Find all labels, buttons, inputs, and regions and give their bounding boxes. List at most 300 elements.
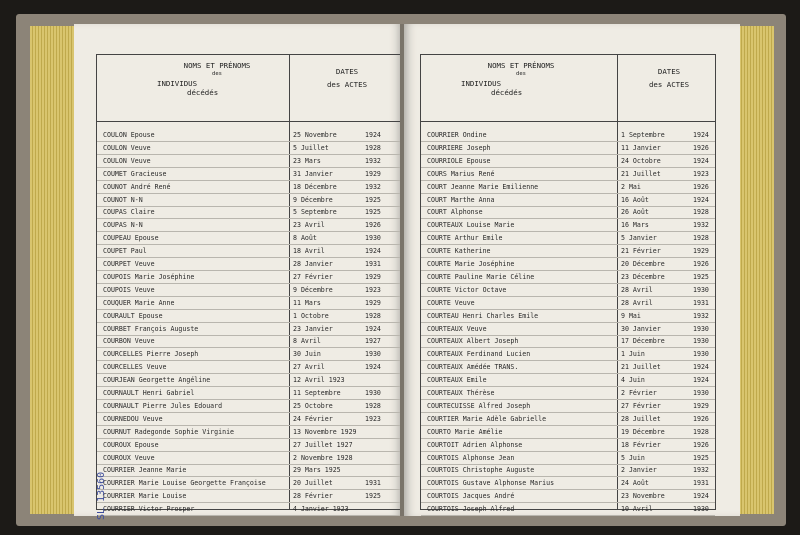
act-year: 1928 (365, 401, 381, 410)
act-year: 1928 (365, 143, 381, 152)
act-date: 11 Mars (293, 298, 321, 307)
act-date: 31 Janvier (293, 169, 333, 178)
register-row (97, 131, 401, 140)
register-row (97, 260, 401, 269)
row-rule (421, 476, 715, 477)
row-rule (97, 206, 401, 207)
act-year: 1928 (693, 208, 709, 217)
deceased-name: COURTE Arthur Emile (427, 234, 503, 243)
deceased-name: COUPAS N-N (103, 221, 143, 230)
act-year: 1932 (693, 311, 709, 320)
row-rule (421, 399, 715, 400)
register-row (97, 389, 401, 398)
act-year: 1923 (365, 414, 381, 423)
deceased-name: COUPOIS Veuve (103, 285, 155, 294)
deceased-name: COURNAULT Pierre Jules Edouard (103, 401, 223, 410)
row-rule (421, 347, 715, 348)
act-date: 16 Août (621, 195, 649, 204)
act-year: 1926 (365, 221, 381, 230)
row-rule (97, 296, 401, 297)
deceased-name: COURCELLES Veuve (103, 363, 167, 372)
row-rule (421, 438, 715, 439)
act-year: 1923 (693, 169, 709, 178)
act-year: 1924 (693, 376, 709, 385)
register-row (97, 441, 401, 450)
act-year: 1926 (693, 182, 709, 191)
act-year: 1926 (693, 414, 709, 423)
header-noms: NOMS ET PRÉNOMS (183, 61, 251, 70)
row-rule (97, 322, 401, 323)
register-row (97, 454, 401, 463)
act-date: 28 Avril (621, 285, 653, 294)
act-year: 1924 (365, 363, 381, 372)
deceased-name: COURT Alphonse (427, 208, 483, 217)
register-row (97, 144, 401, 153)
act-year: 1924 (693, 131, 709, 139)
register-row (421, 131, 715, 140)
row-rule (421, 218, 715, 219)
act-date: 9 Mai (621, 311, 641, 320)
names-column-header (157, 61, 277, 97)
act-date: 2 Février (621, 389, 657, 397)
register-row (421, 221, 715, 230)
register-row (97, 234, 401, 243)
row-rule (421, 464, 715, 465)
register-row (97, 196, 401, 205)
register-row (97, 350, 401, 359)
act-date: 23 Décembre (621, 272, 665, 281)
row-rule (97, 283, 401, 284)
deceased-name: COUROUX Epouse (103, 440, 159, 449)
act-date: 12 Avril 1923 (293, 376, 345, 385)
act-year: 1923 (365, 285, 381, 294)
act-year: 1927 (365, 337, 381, 346)
row-rule (421, 515, 715, 516)
header-individus: INDIVIDUS (461, 79, 502, 88)
deceased-name: COURT Jeanne Marie Emilienne (427, 182, 539, 191)
act-date: 2 Novembre 1928 (293, 453, 353, 462)
act-date: 13 Novembre 1929 (293, 427, 357, 436)
deceased-name: COURJEAN Georgette Angéline (103, 376, 211, 385)
dates-column-header (621, 67, 717, 89)
act-year: 1928 (365, 311, 381, 320)
deceased-name: COUPOIS Marie Joséphine (103, 272, 195, 281)
deceased-name: COURRIOLE Epouse (427, 156, 491, 165)
row-rule (421, 425, 715, 426)
row-rule (421, 154, 715, 155)
act-date: 1 Septembre (621, 131, 665, 139)
act-year: 1931 (693, 479, 709, 488)
register-row (421, 428, 715, 437)
act-year: 1930 (693, 337, 709, 346)
register-row (421, 157, 715, 166)
row-rule (97, 347, 401, 348)
deceased-name: COURAULT Epouse (103, 311, 163, 320)
register-row (97, 157, 401, 166)
names-column-header (461, 61, 581, 97)
act-year: 1930 (693, 285, 709, 294)
act-year: 1926 (693, 260, 709, 268)
row-rule (421, 502, 715, 503)
row-rule (97, 373, 401, 374)
deceased-name: COURTECUISSE Alfred Joseph (427, 401, 531, 410)
row-rule (421, 180, 715, 181)
row-rule (97, 309, 401, 310)
row-rule (421, 296, 715, 297)
deceased-name: COURTE Katherine (427, 247, 491, 256)
row-rule (97, 412, 401, 413)
register-row (421, 376, 715, 385)
deceased-name: COURTOIS Gustave Alphonse Marius (427, 479, 555, 488)
act-date: 21 Février (621, 247, 661, 256)
act-year: 1930 (365, 234, 381, 243)
deceased-name: COURRIER Jeanne Marie (103, 466, 187, 475)
deceased-name: COURRIER Marie Louise Georgette Françoise (103, 479, 266, 488)
deceased-name: COURPET Veuve (103, 260, 155, 268)
deceased-name: COULON Veuve (103, 156, 151, 165)
act-date: 28 Avril (621, 298, 653, 307)
act-year: 1925 (693, 453, 709, 462)
register-row (421, 286, 715, 295)
deceased-name: COUPEAU Epouse (103, 234, 159, 243)
act-date: 11 Janvier (621, 143, 661, 152)
header-noms: NOMS ET PRÉNOMS (487, 61, 555, 70)
deceased-name: COURNEDOU Veuve (103, 414, 163, 423)
deceased-name: COUMET Gracieuse (103, 169, 167, 178)
row-rule (97, 386, 401, 387)
register-row (421, 337, 715, 346)
row-rule (421, 167, 715, 168)
act-year: 1932 (693, 466, 709, 475)
act-year: 1924 (693, 156, 709, 165)
act-date: 28 Juillet (621, 414, 661, 423)
deceased-name: COURTIER Marie Adèle Gabrielle (427, 414, 547, 423)
left-register-table (96, 54, 402, 514)
deceased-name: COURCELLES Pierre Joseph (103, 350, 199, 359)
deceased-name: COURTEAUX Thérèse (427, 389, 495, 397)
register-row (421, 389, 715, 398)
row-rule (97, 257, 401, 258)
act-date: 4 Juin (621, 376, 645, 385)
deceased-name: COURS Marius René (427, 169, 495, 178)
act-year: 1931 (365, 479, 381, 488)
row-rule (97, 218, 401, 219)
act-date: 1 Octobre (293, 311, 329, 320)
register-row (421, 273, 715, 282)
register-row (97, 325, 401, 334)
act-date: 24 Octobre (621, 156, 661, 165)
call-number-text: SL 13560 (96, 471, 107, 520)
deceased-name: COULON Epouse (103, 131, 155, 139)
row-rule (421, 360, 715, 361)
register-row (421, 208, 715, 217)
act-date: 26 Août (621, 208, 649, 217)
row-rule (97, 438, 401, 439)
act-date: 17 Décembre (621, 337, 665, 346)
act-date: 27 Février (621, 401, 661, 410)
deceased-name: COURTE Marie Joséphine (427, 260, 515, 268)
register-row (421, 170, 715, 179)
header-des-actes: des ACTES (648, 80, 690, 89)
row-rule (97, 464, 401, 465)
register-row (97, 337, 401, 346)
header-des: des (516, 71, 526, 77)
deceased-name: COURBET François Auguste (103, 324, 199, 333)
act-date: 8 Avril (293, 337, 321, 346)
act-date: 20 Juillet (293, 479, 333, 488)
deceased-name: COURTOIS Jacques André (427, 492, 515, 501)
register-row (97, 505, 401, 514)
act-date: 30 Juin (293, 350, 321, 359)
act-date: 24 Février (293, 414, 333, 423)
act-date: 16 Mars (621, 221, 649, 230)
row-rule (421, 141, 715, 142)
deceased-name: COURTEAU Henri Charles Emile (427, 311, 539, 320)
deceased-name: COURTEAUX Amédée TRANS. (427, 363, 519, 372)
deceased-name: COURTEAUX Veuve (427, 324, 487, 333)
act-date: 2 Janvier (621, 466, 657, 475)
register-row (97, 208, 401, 217)
deceased-name: COUPET Paul (103, 247, 147, 256)
page-edges-right (738, 26, 774, 514)
act-year: 1929 (693, 401, 709, 410)
register-row (421, 441, 715, 450)
act-year: 1925 (365, 195, 381, 204)
register-row (421, 299, 715, 308)
act-date: 30 Janvier (621, 324, 661, 333)
row-rule (97, 360, 401, 361)
register-row (97, 492, 401, 501)
register-row (97, 221, 401, 230)
act-year: 1930 (365, 350, 381, 359)
register-row (97, 183, 401, 192)
row-rule (97, 476, 401, 477)
act-year: 1931 (365, 260, 381, 268)
row-rule (421, 451, 715, 452)
row-rule (421, 231, 715, 232)
register-row (97, 363, 401, 372)
register-row (97, 376, 401, 385)
register-row (421, 363, 715, 372)
register-row (97, 286, 401, 295)
row-rule (421, 193, 715, 194)
register-row (97, 312, 401, 321)
deceased-name: COURTOIT Adrien Alphonse (427, 440, 523, 449)
act-year: 1932 (365, 156, 381, 165)
deceased-name: COURTE Pauline Marie Céline (427, 272, 535, 281)
act-year: 1930 (693, 324, 709, 333)
row-rule (421, 270, 715, 271)
act-year: 1925 (365, 492, 381, 501)
deceased-name: COUNOT N-N (103, 195, 143, 204)
register-row (421, 466, 715, 475)
row-rule (421, 309, 715, 310)
register-row (97, 466, 401, 475)
act-date: 10 Avril (621, 505, 653, 514)
act-date: 21 Juillet (621, 363, 661, 372)
register-row (97, 428, 401, 437)
header-des-actes: des ACTES (326, 80, 368, 89)
act-year: 1924 (693, 195, 709, 204)
deceased-name: COURTOIS Christophe Auguste (427, 466, 535, 475)
register-row (421, 350, 715, 359)
header-rule (421, 121, 715, 122)
row-rule (97, 141, 401, 142)
row-rule (421, 386, 715, 387)
row-rule (97, 167, 401, 168)
act-date: 23 Mars (293, 156, 321, 165)
register-row (421, 402, 715, 411)
act-date: 29 Mars 1925 (293, 466, 341, 475)
header-individus: INDIVIDUS (157, 79, 198, 88)
act-year: 1925 (365, 208, 381, 217)
page-edges-left (30, 26, 78, 514)
deceased-name: COURTEAUX Emile (427, 376, 487, 385)
act-date: 25 Novembre (293, 131, 337, 139)
deceased-name: COURTE Veuve (427, 298, 475, 307)
act-year: 1928 (693, 234, 709, 243)
act-date: 5 Septembre (293, 208, 337, 217)
deceased-name: COUPAS Claire (103, 208, 155, 217)
act-date: 8 Août (293, 234, 317, 243)
row-rule (421, 322, 715, 323)
deceased-name: COUROUX Veuve (103, 453, 155, 462)
register-row (421, 234, 715, 243)
act-date: 23 Novembre (621, 492, 665, 501)
deceased-name: COURNUT Radegonde Sophie Virginie (103, 427, 235, 436)
act-date: 19 Décembre (621, 427, 665, 436)
deceased-name: COURTEAUX Ferdinand Lucien (427, 350, 531, 359)
act-year: 1929 (365, 298, 381, 307)
register-row (421, 260, 715, 269)
act-year: 1930 (693, 350, 709, 359)
deceased-name: COURNAULT Henri Gabriel (103, 389, 195, 397)
act-year: 1925 (693, 272, 709, 281)
row-rule (97, 231, 401, 232)
act-date: 18 Décembre (293, 182, 337, 191)
act-year: 1926 (693, 440, 709, 449)
deceased-name: COURTEAUX Albert Joseph (427, 337, 519, 346)
act-date: 27 Février (293, 272, 333, 281)
act-date: 28 Janvier (293, 260, 333, 268)
left-page (74, 24, 402, 516)
act-year: 1924 (365, 247, 381, 256)
deceased-name: COUQUER Marie Anne (103, 298, 175, 307)
deceased-name: COURRIER Ondine (427, 131, 487, 139)
row-rule (97, 193, 401, 194)
act-date: 23 Janvier (293, 324, 333, 333)
row-rule (421, 283, 715, 284)
register-row (97, 299, 401, 308)
act-year: 1931 (693, 298, 709, 307)
act-date: 27 Avril (293, 363, 325, 372)
act-year: 1926 (693, 143, 709, 152)
deceased-name: COUNOT André René (103, 182, 171, 191)
row-rule (421, 373, 715, 374)
act-date: 11 Septembre (293, 389, 341, 397)
act-year: 1930 (365, 389, 381, 397)
register-row (97, 170, 401, 179)
act-year: 1932 (365, 182, 381, 191)
act-date: 4 Janvier 1923 (293, 505, 349, 514)
act-year: 1929 (365, 169, 381, 178)
act-year: 1930 (693, 389, 709, 397)
register-row (421, 505, 715, 514)
dates-column-header (297, 67, 397, 89)
act-year: 1924 (365, 131, 381, 139)
act-date: 18 Avril (293, 247, 325, 256)
act-date: 9 Décembre (293, 285, 333, 294)
act-date: 28 Février (293, 492, 333, 501)
act-year: 1932 (693, 221, 709, 230)
act-date: 5 Juillet (293, 143, 329, 152)
act-date: 20 Décembre (621, 260, 665, 268)
row-rule (97, 244, 401, 245)
row-rule (421, 489, 715, 490)
header-des: des (212, 71, 222, 77)
deceased-name: COURRIER Marie Louise (103, 492, 187, 501)
register-row (421, 415, 715, 424)
deceased-name: COURT Marthe Anna (427, 195, 495, 204)
deceased-name: COURTOIS Joseph Alfred (427, 505, 515, 514)
act-date: 1 Juin (621, 350, 645, 359)
act-year: 1924 (693, 492, 709, 501)
register-row (421, 479, 715, 488)
register-row (421, 325, 715, 334)
register-row (97, 402, 401, 411)
deceased-name: COURTE Victor Octave (427, 285, 507, 294)
row-rule (97, 399, 401, 400)
deceased-name: COURTOIS Alphonse Jean (427, 453, 515, 462)
deceased-name: COURBON Veuve (103, 337, 155, 346)
act-year: 1924 (693, 363, 709, 372)
row-rule (97, 270, 401, 271)
act-year: 1929 (693, 247, 709, 256)
row-rule (97, 180, 401, 181)
header-dates: DATES (657, 67, 681, 76)
act-year: 1930 (693, 505, 709, 514)
act-year: 1924 (365, 324, 381, 333)
act-date: 5 Janvier (621, 234, 657, 243)
row-rule (97, 502, 401, 503)
row-rule (421, 412, 715, 413)
act-date: 18 Février (621, 440, 661, 449)
register-row (97, 273, 401, 282)
act-date: 23 Avril (293, 221, 325, 230)
deceased-name: COULON Veuve (103, 143, 151, 152)
act-year: 1928 (693, 427, 709, 436)
register-row (421, 196, 715, 205)
register-row (421, 312, 715, 321)
act-date: 24 Août (621, 479, 649, 488)
register-row (421, 144, 715, 153)
register-row (97, 479, 401, 488)
header-rule (97, 121, 401, 122)
register-row (421, 183, 715, 192)
register-row (97, 415, 401, 424)
row-rule (97, 335, 401, 336)
row-rule (97, 154, 401, 155)
right-page (404, 24, 740, 516)
row-rule (97, 425, 401, 426)
register-row (97, 247, 401, 256)
header-decedes: décédés (491, 88, 523, 97)
row-rule (421, 244, 715, 245)
act-date: 2 Mai (621, 182, 641, 191)
register-row (421, 247, 715, 256)
row-rule (421, 257, 715, 258)
right-register-table (420, 54, 716, 514)
